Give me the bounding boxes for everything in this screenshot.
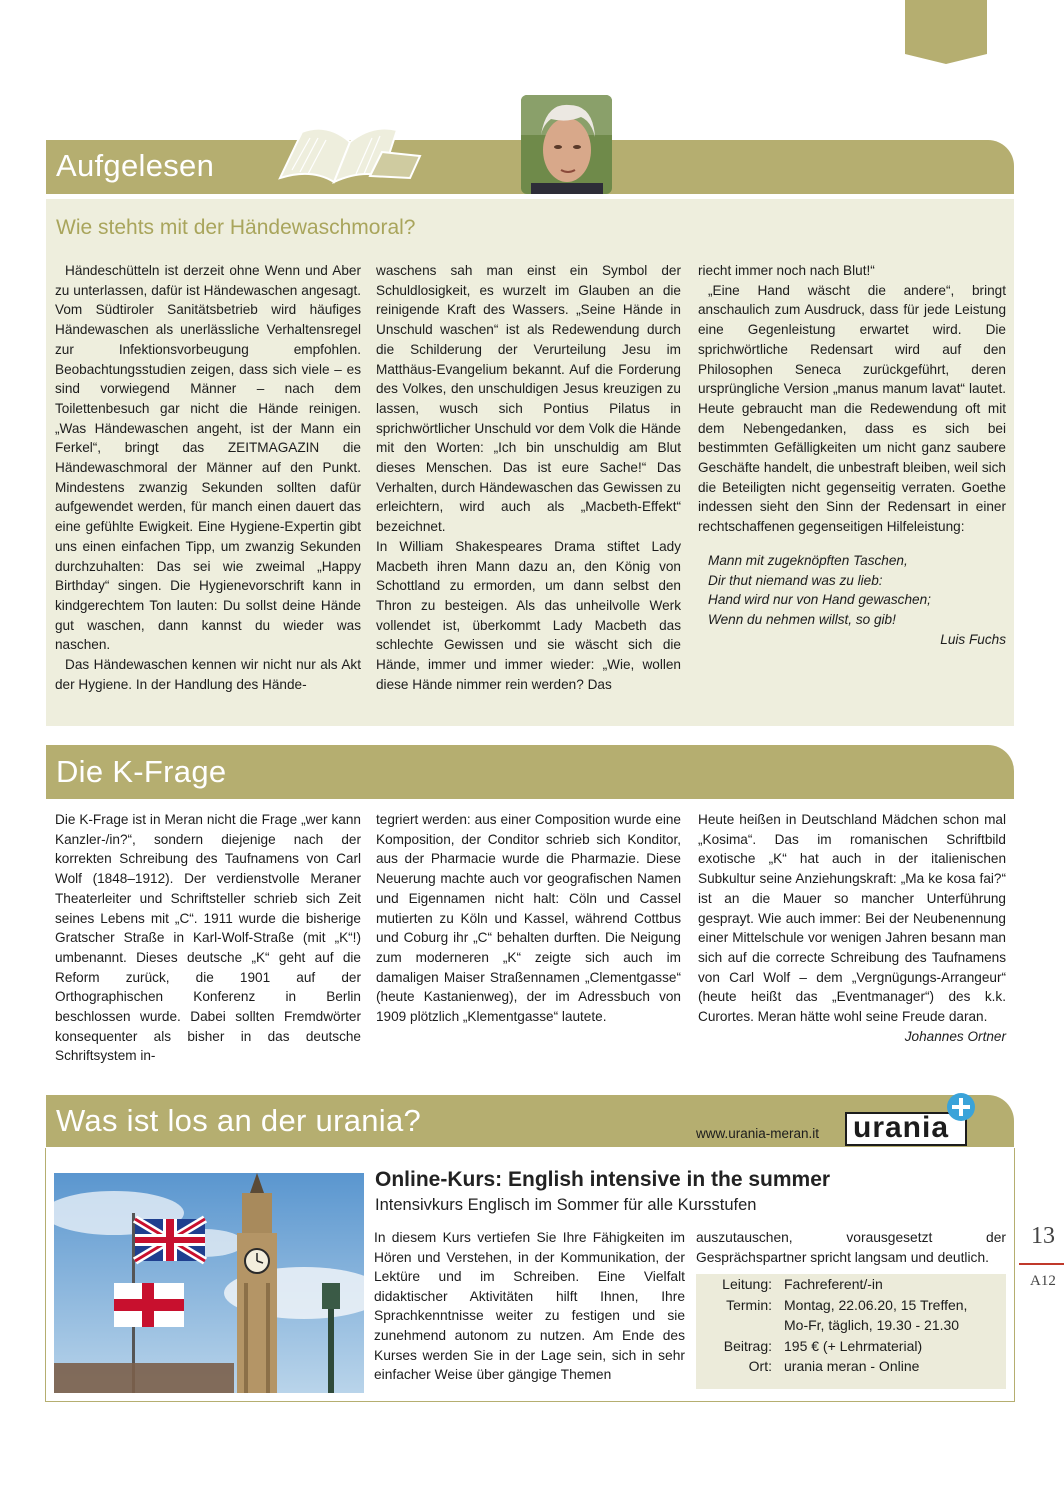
poem-line: Mann mit zugeknöpften Taschen, xyxy=(708,552,908,568)
poem-line: Wenn du nehmen willst, so gib! xyxy=(708,611,896,627)
info-row-termin xyxy=(696,1295,1006,1316)
info-row-beitrag xyxy=(696,1336,1006,1357)
corner-tab xyxy=(905,0,987,64)
page-number-sub: A12 xyxy=(1030,1273,1056,1289)
aufgelesen-column-2 xyxy=(376,261,681,694)
info-row-termin-2 xyxy=(696,1315,1006,1336)
kfrage-column-2 xyxy=(376,810,681,1027)
article-subheading: Wie stehts mit der Händewaschmoral? xyxy=(56,216,416,239)
paragraph: In diesem Kurs vertiefen Sie Ihre Fähigkeiten im Hören und Verstehen, in der Kommunikation, der Lektüre und im Schreiben. Eine Vielfalt didaktischer Aktivitäten hilft Ihnen, Ihre Sprachkenntnisse weiter zu festigen und sie zunehmend autonom zu nutzen. Am Ende des Kurses werden Sie in der Lage sein, sich in sehr einfacher Weise über gängige Themen xyxy=(374,1230,685,1383)
paragraph: Heute heißen in Deutschland Mädchen schon mal „Kosima“. Das im romanischen Schriftbild exotische „K“ hat auch in der italienischen Subkultur seine Anziehungskraft: „Ma ke kosa fai?“ ist an die Mauer so mancher Unterführung gesprayt. Wie auch immer: Bei der Neubenennung einer Mittelschule vor wenigen Jahren besann man sich auf die correcte Schreibung des Taufnamens von Carl Wolf – dem „Vergnügungs-Arrangeur“ (heute heißt das „Eventmanager“) des k.k. Curortes. Meran hätte wohl seine Freude daran. xyxy=(698,812,1006,1025)
info-value: urania meran - Online xyxy=(784,1358,920,1374)
section-title: Was ist los an der urania? xyxy=(56,1103,422,1138)
info-row-leitung xyxy=(696,1274,1006,1295)
info-label: Leitung: xyxy=(722,1276,772,1292)
info-value: Montag, 22.06.20, 15 Treffen, xyxy=(784,1296,968,1313)
section-title: Aufgelesen xyxy=(56,148,215,183)
author-signature: Johannes Ortner xyxy=(904,1028,1006,1044)
info-label xyxy=(696,1315,784,1336)
aufgelesen-column-3 xyxy=(698,261,1006,649)
info-value: Mo-Fr, täglich, 19.30 - 21.30 xyxy=(784,1317,960,1333)
urania-column-2 xyxy=(696,1228,1006,1267)
poem xyxy=(698,551,1006,630)
page-number-rule xyxy=(1019,1263,1064,1265)
author-photo xyxy=(521,95,612,194)
urania-column-1 xyxy=(374,1228,685,1385)
plus-icon xyxy=(946,1092,976,1122)
section-title: Die K-Frage xyxy=(56,754,227,789)
poem-line: Hand wird nur von Hand gewaschen; xyxy=(708,592,931,608)
poem-line: Dir thut niemand was zu lieb: xyxy=(708,572,883,588)
page-number: 13 xyxy=(1031,1223,1055,1249)
info-label: Termin: xyxy=(726,1296,772,1313)
logo-text: urania xyxy=(853,1111,950,1144)
course-subtitle: Intensivkurs Englisch im Sommer für alle Kursstufen xyxy=(375,1196,757,1214)
paragraph: riecht immer noch nach Blut!“ xyxy=(698,263,875,278)
info-value: Fachreferent/-in xyxy=(784,1276,883,1292)
paragraph: waschens sah man einst ein Symbol der Schuldlosigkeit, es wurzelt im Glauben an die reinigende Kraft des Wassers. „Seine Hände in Unschuld waschen“ ist als Redewendung durch die Schilderung der Verurteilung Jesu im Matthäus-Evangelium bekannt. Auf die Forderung des Volkes, den unschuldigen Jesus kreuzigen zu lassen, wusch sich Pontius Pilatus in sprichwörtlicher Unschuld vor dem Volk die Hände mit den Worten: „Ich bin unschuldig am Blut dieses Menschen. Das ist eure Sache!“ Das Verhalten, durch Händewaschen das Gewissen zu erleichtern, wird auch als „Macbeth-Effekt“ bezeichnet. xyxy=(376,263,681,535)
kfrage-header xyxy=(46,745,1014,799)
course-photo xyxy=(54,1173,364,1393)
urania-url[interactable]: www.urania-meran.it xyxy=(696,1126,820,1141)
paragraph: In William Shakespeares Drama stiftet Lady Macbeth ihren Mann dazu an, den König von Schottland zu ermorden, um dann selbst den Thron zu besteigen. Als das unheilvolle Werk vollendet ist, überkommt Lady Macbeth das schlechte Gewissen und sie wäscht sich die Hände, immer und immer wieder: „Wie, wollen diese Hände nimmer rein werden? Das xyxy=(376,538,681,692)
info-row-ort xyxy=(696,1356,1006,1377)
course-title: Online-Kurs: English intensive in the summer xyxy=(375,1168,831,1191)
kfrage-column-1 xyxy=(55,810,361,1066)
paragraph: tegriert werden: aus einer Composition wurde eine Komposition, der Conditor schrieb sich Konditor, aus der Pharmacie wurde die Pharmazie. Diese Neuerung machte auch vor geografischen Namen und Eigennamen nicht halt: Cöln und Cassel mutierten zu Köln und Kassel, während Cottbus und Coburg ihr „C“ behalten durften. Die Neigung zum moderneren „K“ zeigte sich auch im damaligen Maiser Straßennamen „Clementgasse“ (heute Kastanienweg), der im Adressbuch von 1909 plötzlich „Klementgasse“ lautete. xyxy=(376,812,681,1025)
info-value: 195 € (+ Lehrmaterial) xyxy=(784,1337,923,1354)
kfrage-column-3 xyxy=(698,810,1006,1046)
info-label: Beitrag: xyxy=(723,1337,772,1354)
author-signature: Luis Fuchs xyxy=(940,631,1006,647)
paragraph: Das Händewaschen kennen wir nicht nur als Akt der Hygiene. In der Handlung des Hände- xyxy=(55,657,361,692)
course-info-table xyxy=(696,1274,1006,1389)
paragraph: Die K-Frage ist in Meran nicht die Frage „wer kann Kanzler-/in?“, sondern diejenige nach der korrekten Schreibung des Taufnamens von Carl Wolf (1848–1912). Der verdienstvolle Meraner Theaterleiter und Schriftsteller schrieb sich Zeit seines Lebens mit „C“. 1911 wurde die bisherige Gratscher Straße in Karl-Wolf-Straße (mit „K“!) umbenannt. Dieses deutsche „K“ geht auf die Reform zurück, die 1901 auf der Orthographischen Konferenz in Berlin beschlossen wurde. Dabei sollten Fremdwörter konsequenter als bisher in das deutsche Schriftsystem in- xyxy=(55,812,361,1064)
paragraph: auszutauschen, vorausgesetzt der Gesprächspartner spricht langsam und deutlich. xyxy=(696,1230,1006,1265)
paragraph: Händeschütteln ist derzeit ohne Wenn und Aber zu unterlassen, dafür ist Händewaschen angesagt. Vom Südtiroler Sanitätsbetrieb wird häufiges Händewaschen als unerlässliche Verhaltensregel zur Infektionsvorbeugung empfohlen. Beobachtungsstudien zeigen, dass sich viele – es sind vorwiegend Männer – nach dem Toilettenbesuch gar nicht die Hände reinigen. „Was Händewaschen angeht, ist der Mann ein Ferkel“, bringt das ZEITMAGAZIN die Händewaschmoral der Männer auf den Punkt. Mindestens zwanzig Sekunden sollten dafür aufgewendet werden, für manch einen dauert das eine gefühlte Ewigkeit. Eine Hygiene-Expertin gibt uns einen einfachen Tipp, um zwanzig Sekunden durchzuhalten: Das sei wie zweimal „Happy Birthday“ singen. Die Hygienevorschrift kann in kindgerechtem Ton lauten: Du sollst deine Hände gut waschen, dann kannst du wieder was naschen. xyxy=(55,263,361,653)
paragraph: „Eine Hand wäscht die andere“, bringt anschaulich zum Ausdruck, dass für jede Leistung eine Gegenleistung erwartet wird. Die sprichwörtliche Redensart wird auf den Philosophen Seneca zurückgeführt, deren ursprüngliche Version „manus manum lavat“ lautet. Heute gebraucht man die Redewendung oft mit dem Nebengedanken, dass es sich bei bestimmten Gefälligkeiten um nicht ganz saubere Geschäfte handelt, die unbestraft bleiben, weil sich die Beteiligten nicht gegenseitig verraten. Goethe indessen sieht den Sinn der Redensart in einer rechtschaffenen gegenseitigen Hilfeleistung: xyxy=(698,282,1006,535)
book-icon xyxy=(272,120,422,184)
info-label: Ort: xyxy=(748,1358,772,1374)
aufgelesen-column-1 xyxy=(55,261,361,694)
